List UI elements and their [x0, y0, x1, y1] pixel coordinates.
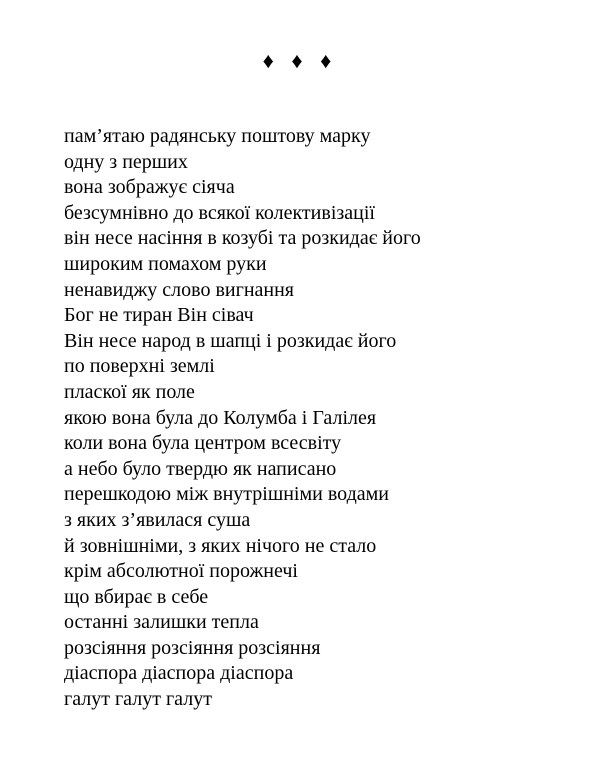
poem-line: останні залишки тепла: [64, 611, 259, 634]
poem-line: пласкої як поле: [64, 380, 195, 403]
poem-line: ненавиджу слово вигнання: [64, 278, 294, 301]
poem-line: галут галут галут: [64, 688, 212, 711]
poem-line: якою вона була до Колумба і Галілея: [64, 406, 377, 429]
poem-line: безсумнівно до всякої колективізації: [64, 201, 375, 224]
poem-line: перешкодою між внутрішніми водами: [64, 483, 389, 506]
poem-line: по поверхні землі: [64, 355, 215, 378]
poem-line: вона зображує сіяча: [64, 176, 235, 199]
poem-line: діаспора діаспора діаспора: [64, 662, 294, 685]
poem-line: широким помахом руки: [64, 252, 267, 275]
poem-line: він несе насіння в козубі та розкидає його: [64, 227, 421, 250]
section-divider-ornament: ♦ ♦ ♦: [262, 48, 338, 73]
poem-line: одну з перших: [64, 150, 188, 173]
poem-line: з яких з’явилася суша: [64, 508, 251, 531]
poem-line: пам’ятаю радянську поштову марку: [64, 125, 371, 147]
poem-line: крім абсолютної порожнечі: [64, 560, 298, 583]
poem-line: розсіяння розсіяння розсіяння: [64, 636, 321, 659]
poem-line: коли вона була центром всесвіту: [64, 432, 342, 455]
poem-line: Він несе народ в шапці і розкидає його: [64, 329, 397, 352]
poem-line: а небо було твердю як написано: [64, 457, 337, 480]
poem-line: Бог не тиран Він сівач: [64, 304, 254, 327]
poem-text: [64, 124, 560, 713]
poem-line: й зовнішніми, з яких нічого не стало: [64, 534, 377, 557]
poem-line: що вбирає в себе: [64, 585, 209, 608]
